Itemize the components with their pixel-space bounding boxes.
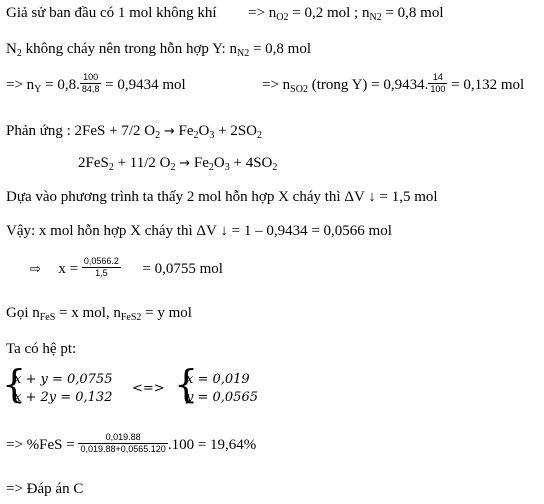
- left-brace-2: {: [174, 362, 199, 406]
- system-1-eq-1: x + y = 0,0755: [14, 372, 113, 387]
- right-arrow-icon: →: [179, 156, 191, 171]
- line-2: $N_2$ không cháy nên trong hỗn hợp Y: $n_{N2} = 0,8$ mol: [6, 41, 312, 59]
- reaction-1: Phản ứng : 2FeS + 7/2 $O_2 \to Fe_2O_3 + 2SO_2$: [6, 123, 262, 141]
- line-1: Giả sử ban đầu có 1 mol không khí => $n_{O2} = 0,2$ mol ; $n_{N2} = 0,8$ mol: [6, 5, 444, 23]
- system-2-eq-1: x = 0,019: [186, 372, 250, 387]
- implies-arrow-icon: ⇨: [30, 261, 41, 277]
- system-1-eq-2: x + 2y = 0,132: [14, 390, 113, 405]
- line-6: Dựa vào phương trình ta thấy 2 mol hỗn hợp X cháy thì ΔV ↓ = 1,5 mol: [6, 189, 438, 205]
- line-9: Gọi $n_{FeS} = x$ mol, $n_{FeS2} = y$ mol: [6, 305, 192, 323]
- right-arrow-icon: →: [163, 124, 175, 139]
- fraction-x: $\frac{0,0566.2}{1,5}$: [83, 256, 119, 278]
- reaction-2: 2FeS$_2$ + 11/2 $O_2 \to Fe_2O_3 + 4SO_2$: [78, 155, 278, 173]
- fraction-percent-fes: $\frac{0,019.88}{0,019.88+0,0565.120}$: [80, 432, 166, 454]
- left-brace-1: {: [2, 362, 27, 406]
- system-2-eq-2: y = 0,0565: [186, 390, 258, 405]
- equivalence-arrow: <=>: [132, 381, 165, 396]
- line-12: => %FeS = $\frac{0,019.88}{0,019.88+0,0565.120}$ .100 = 19,64%: [6, 432, 257, 454]
- line-7: Vậy: x mol hỗn hợp X cháy thì ΔV ↓ = 1 – 0,9434 = 0,0566 mol: [6, 223, 392, 239]
- fraction-100-84-8: $\frac{100}{84,8}$: [81, 72, 100, 94]
- fraction-14-100: $\frac{14}{100}$: [430, 72, 446, 94]
- line-3: => $n_Y = 0,8$. $\frac{100}{84,8}$ = 0,9434 mol: [6, 72, 186, 95]
- line-3-right: => $n_{SO2}$ (trong Y) = 0,9434. $\frac{14}{100}$ = 0,132 mol: [262, 72, 525, 95]
- line-8: ⇨ x = $\frac{0,0566.2}{1,5}$ = 0,0755 mol: [30, 256, 223, 278]
- line-10: Ta có hệ pt:: [6, 341, 77, 357]
- answer-line: => Đáp án C: [6, 481, 84, 497]
